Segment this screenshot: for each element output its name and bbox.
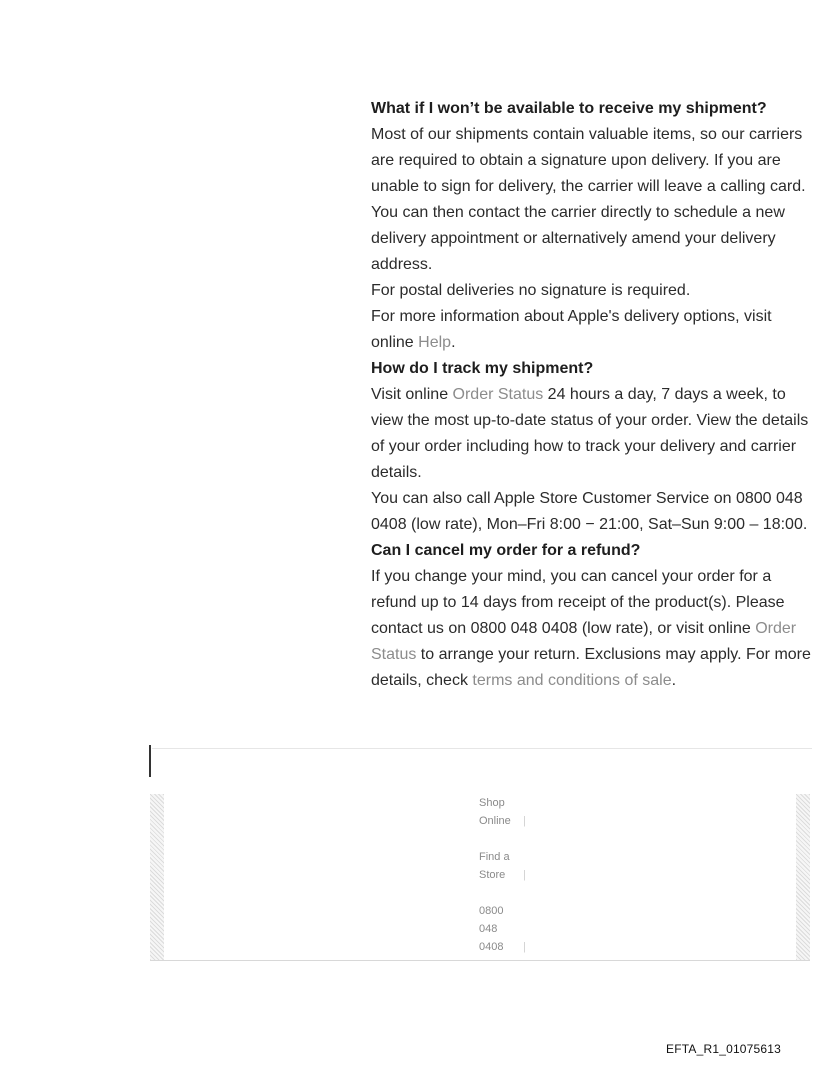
section-divider: [152, 748, 812, 749]
find-store-link[interactable]: Find a Store: [479, 851, 510, 881]
footer: [150, 794, 810, 961]
refund-text-end: .: [671, 672, 677, 689]
faq-answer-tracking-p2: You can also call Apple Store Customer Service on 0800 048 0408 (low rate), Mon–Fri 8:00 − 21:00, Sat–Sun 9:00 – 18:00.: [371, 490, 808, 533]
footer-item-phone: [479, 902, 526, 956]
footer-separator: |: [523, 869, 526, 881]
footer-item-shop-online: [479, 794, 526, 830]
footer-right-border: [796, 794, 810, 960]
footer-left-border: [150, 794, 164, 960]
faq-question-refund: Can I cancel my order for a refund?: [371, 542, 641, 559]
refund-text-start: If you change your mind, you can cancel your order for a refund up to 14 days from receipt of the product(s). Please contact us on 0800 048 0408 (low rate), or visit online: [371, 568, 785, 637]
faq-answer-delivery-p3: [371, 304, 811, 356]
footer-item-find-store: [479, 848, 526, 884]
delivery-info-end: .: [451, 334, 456, 351]
terms-link[interactable]: terms and conditions of sale: [472, 672, 672, 689]
text-cursor: [149, 745, 151, 777]
faq-question-delivery: What if I won’t be available to receive my shipment?: [371, 100, 767, 117]
faq-answer-delivery-p2: For postal deliveries no signature is required.: [371, 282, 691, 299]
help-link[interactable]: Help: [418, 334, 452, 351]
refund-text-mid: to arrange your return. Exclusions may apply. For more details, check: [371, 646, 811, 689]
phone-link[interactable]: 0800 048 0408: [479, 905, 504, 953]
order-status-link[interactable]: Order Status: [452, 386, 544, 403]
faq-answer-tracking-p1: [371, 382, 811, 486]
faq-answer-delivery-p1: Most of our shipments contain valuable items, so our carriers are required to obtain a signature upon delivery. If you are unable to sign for delivery, the carrier will leave a calling card. You can then contact the carrier directly to schedule a new delivery appointment or alternatively amend your delivery address.: [371, 126, 806, 273]
document-id: EFTA_R1_01075613: [666, 1042, 782, 1056]
shop-online-link[interactable]: Shop Online: [479, 797, 511, 827]
faq-section: [371, 96, 811, 694]
tracking-text-end: 24 hours a day, 7 days a week, to view the most up-to-date status of your order. View the details of your order including how to track your delivery and carrier details.: [371, 386, 809, 481]
order-status-link-refund[interactable]: Order Status: [371, 620, 797, 663]
faq-question-tracking: How do I track my shipment?: [371, 360, 594, 377]
footer-separator: |: [523, 815, 526, 827]
tracking-text-start: Visit online: [371, 386, 453, 403]
footer-links: [479, 794, 559, 974]
delivery-info-text: For more information about Apple's delivery options, visit online: [371, 308, 772, 351]
faq-answer-refund-p1: [371, 564, 811, 694]
footer-separator: |: [523, 941, 526, 953]
